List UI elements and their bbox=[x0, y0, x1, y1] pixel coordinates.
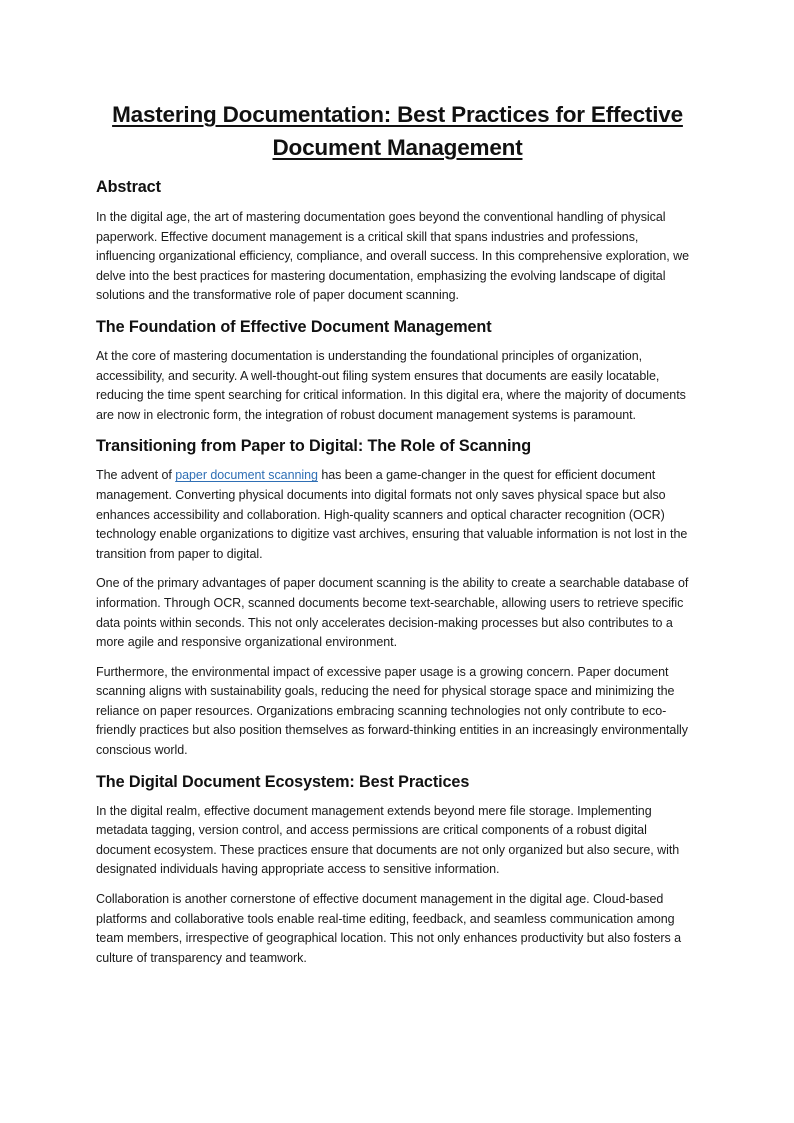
paper-document-scanning-link[interactable]: paper document scanning bbox=[175, 468, 318, 483]
scanning-paragraph-1-start: The advent of bbox=[96, 468, 176, 483]
section-heading-abstract: Abstract bbox=[96, 178, 161, 196]
section-heading-scanning: Transitioning from Paper to Digital: The Role of Scanning bbox=[96, 437, 531, 456]
abstract-paragraph: In the digital age, the art of mastering documentation goes beyond the conventional handling of physical paperwork. Effective document management is a critical skill that spans industries and professions, influencing organizational efficiency, compliance, and overall success. In this comprehensive exploration, we delve into the best practices for mastering documentation, emphasizing the evolving landscape of digital solutions and the transformative role of paper document scanning. bbox=[96, 210, 690, 303]
scanning-paragraph-1-end: has been a game-changer in the quest for efficient document management. Converting physical documents into digital formats not only saves physical space but also enhances accessibility and collaboration. High-quality scanners and optical character recognition (OCR) technology enable organizations to digitize vast archives, ensuring that valuable information is not lost in the transition from paper to digital. bbox=[96, 468, 688, 561]
scanning-paragraph-3: Furthermore, the environmental impact of excessive paper usage is a growing concern. Paper document scanning aligns with sustainability goals, reducing the need for physical storage space and minimizing the reliance on paper resources. Organizations embracing scanning technologies not only contribute to eco-friendly practices but also position themselves as forward-thinking entities in an increasingly environmentally conscious world. bbox=[96, 664, 688, 758]
scanning-paragraph-1 bbox=[96, 466, 699, 564]
ecosystem-paragraph-1: In the digital realm, effective document management extends beyond mere file storage. Implementing metadata tagging, version control, and access permissions are critical components of a robust digital document ecosystem. These practices ensure that documents are not only organized but also secure, with designated individuals having appropriate access to sensitive information. bbox=[96, 803, 680, 877]
section-heading-digital-ecosystem: The Digital Document Ecosystem: Best Practices bbox=[96, 772, 470, 791]
section-digital-ecosystem bbox=[96, 771, 699, 969]
section-scanning bbox=[96, 435, 699, 760]
ecosystem-paragraph-2: Collaboration is another cornerstone of effective document management in the digital age. Cloud-based platforms and collaborative tools enable real-time editing, feedback, and seamless communication among team members, irrespective of geographical location. This not only enhances productivity but also fosters a culture of transparency and teamwork. bbox=[96, 892, 682, 965]
section-foundation bbox=[96, 316, 699, 425]
section-heading-foundation: The Foundation of Effective Document Management bbox=[96, 317, 492, 336]
document-title: Mastering Documentation: Best Practices for Effective Document Management bbox=[112, 102, 683, 160]
scanning-paragraph-2: One of the primary advantages of paper document scanning is the ability to create a searchable database of information. Through OCR, scanned documents become text-searchable, allowing users to retrieve specific data points within seconds. This not only accelerates decision-making processes but also contributes to a more agile and responsive organizational environment. bbox=[96, 576, 689, 650]
document-page bbox=[96, 98, 699, 978]
section-abstract bbox=[96, 176, 699, 306]
foundation-paragraph: At the core of mastering documentation is understanding the foundational principles of organization, accessibility, and security. A well-thought-out filing system ensures that documents are easily locatable, reducing the time spent searching for critical information. In this digital era, where the majority of documents are now in electronic form, the integration of robust document management systems is paramount. bbox=[96, 348, 686, 422]
